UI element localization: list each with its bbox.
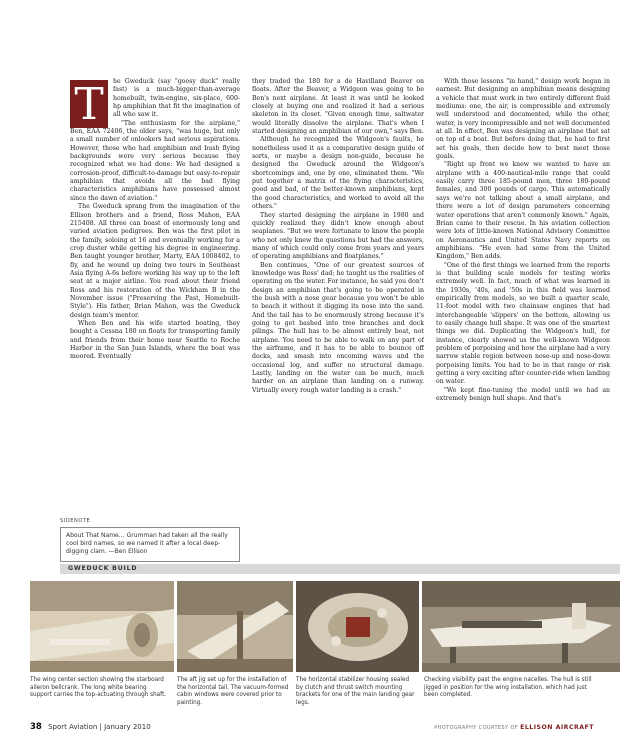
paragraph: "The enthusiasm for the airplane," Ben, EAA 72406, the older says, "was huge, but only a small number of onlookers had serious aspirations. However, those who had amphibian and bush flying backgrounds were very serious because they recognized what we had done: We had designed a corrosion-proof, difficult-to-damage but easy-to-repair amphibian that avoids all the bad flying characteristics amphibians have possessed almost since the dawn of aviation." [70, 119, 240, 202]
photo-caption: Checking visibility past the engine nacelles. The hull is still jigged in position for the wing installation, which had just been completed. [424, 677, 592, 699]
photo-caption: The wing center section showing the starboard aileron bellcrank. The long white bearing support carries the top-actuating through shaft. [30, 677, 167, 699]
photo-hull-visibility [422, 581, 620, 672]
paragraph: "One of the first things we learned from the reports is that building scale models for testing works extremely well. In fact, much of what was learned in the 1930s, '40s, and '50s in this field was learned empirically from models, so we built a quarter scale, 11-foot model with two chainsaw engines that had interchangeable 'slippers' on the bottom, allowing us to easily change hull shape. It was one of the smartest things we did. Duplicating the Widgeon's hull, for instance, clearly showed us the well-known Widgeon problem of porpoising and how the airplane had a very narrow stable region between nose-up and nose-down porpoising limits. You had to be in that range or risk getting a very exciting after counter-ride when landing on water. [436, 261, 610, 386]
photo-wing-center-section [30, 581, 174, 672]
paragraph: Although he recognized the Widgeon's faults, he nonetheless used it as a comparative design guide of sorts, or maybe a design non-guide, because he designed the Gweduck around the Widgeon's shortcomings and, one by one, eliminated them. "We put together a matrix of the flying characteristics, good and bad, of the better-known amphibians, kept the good characteristics, and worked to avoid all the others." [252, 136, 424, 211]
gallery-band [60, 564, 620, 574]
paragraph: "Right up front we knew we wanted to have an airplane with a 400-nautical-mile range that could easily carry three 185-pound men, three 180-pound females, and 300 pounds of cargo. This automatically says we're not talking about a small airplane, and there were a lot of design parameters concerning water operations that aren't commonly known." Again, Brian came to their rescue. In his aviation collection were lots of little-known National Advisory Committee on Aeronautics and United States Navy reports on amphibians. "He even had some from the United Kingdom," Ben adds. [436, 161, 610, 261]
paragraph: When Ben and his wife started boating, they bought a Cessna 180 on floats for transporting family and friends from their home near Seattle to Roche Harbor in the San Juan Islands, where the boat was moored. Eventually [70, 319, 240, 361]
article-column-3 [436, 78, 610, 566]
photo-caption: The aft jig set up for the installation of the horizontal tail. The vacuum-formed cabin windows were covered prior to painting. [177, 677, 289, 706]
gallery-title: GWEDUCK BUILD [68, 565, 138, 572]
paragraph: Ben continues, "One of our greatest sources of knowledge was Ross' dad; he taught us the realities of operating on the water. For instance, he said you don't design an amphibian that's going to be operated in the bush with a nose gear because you won't be able to beach it without it digging its nose into the sand. And the tail has to be enormously strong because it's going to get bashed into tree branches and dock pilings. The hull has to be almost entirely boat, not airplane. You need to be able to walk on any part of the airframe, and it has to be able to bounce off docks, and smash into oncoming waves and the occasional log, and suffer no structural damage. Lastly, landing on the water can be much, much harder on an airplane than landing on a runway. Virtually every rough water landing is a crash." [252, 261, 424, 394]
photo-credit [434, 724, 594, 736]
article-opening [70, 78, 240, 130]
page-number: 38 [30, 722, 42, 732]
page-folio [30, 722, 151, 734]
sidenote-text: About That Name… Grumman had taken all the really cool bird names, so we named it after a local deep-digging clam. —Ben Ellison [60, 527, 240, 562]
publication-name: Sport Aviation [48, 723, 98, 731]
credit-text: PHOTOGRAPHY COURTESY OF [434, 725, 519, 731]
footer-separator: | [99, 723, 105, 731]
paragraph: The Gweduck sprang from the imagination of the Ellison brothers and a friend, Ross Mahon, EAA 215408. All three can boast of enormously long and varied aviation pedigrees. Ben was the first pilot in the family, soloing at 16 and eventually working for a crop duster while getting his degree in engineering. Ben taught younger brother, Marty, EAA 1008402, to fly, and he wound up doing two tours in Southeast Asia flying A-6s before working his way up to the left seat at a major airline. You read about their friend Ross and his restoration of the Wickham B in the November issue ("Preserving the Past, Homebuilt-Style"). His father, Brian Mahon, was the Gweduck design team's mentor. [70, 203, 240, 319]
article-column-2 [252, 78, 424, 566]
paragraph: they traded the 180 for a de Havilland Beaver on floats. After the Beaver, a Widgeon was going to be Ben's next airplane. At least it was until he looked closely at buying one and realized it had a serious skeleton in its closet. "Given enough time, saltwater would literally dissolve the airplane. That's when I started designing an amphibian of our own," says Ben. [252, 78, 424, 136]
paragraph: With those lessons "in hand," design work began in earnest. But designing an amphibian means designing a vehicle that must work in two entirely different fluid mediums: one, the air, is compressible and extremely well understood and documented, while the other, water, is very incompressible and not well documented at all. In effect, Ben was designing an airplane that sat on top of a boat. But before doing that, he had to first set his goals, then decide how to best meet those goals. [436, 78, 610, 161]
drop-cap: T [70, 80, 108, 128]
sidenote [60, 518, 240, 562]
paragraph: he Gweduck (say "goosy duck" really fast) is a much-bigger-than-average homebuilt, twin-engine, six-place, 600-hp amphibian that fit the imagination of all who saw it. [113, 78, 240, 119]
article-column-1 [70, 78, 240, 508]
sidenote-label: SIDENOTE [60, 518, 91, 524]
credit-name: ELLISON AIRCRAFT [520, 724, 594, 731]
paragraph: They started designing the airplane in 1980 and quickly realized they didn't know enough about seaplanes. "But we were fortunate to know the people who not only knew the questions but had the answers, many of which could only come from years and years of operating amphibians and floatplanes." [252, 211, 424, 261]
photo-stabilizer-housing [296, 581, 419, 672]
photo-caption: The horizontal stabilizer housing sealed by clutch and thrust switch mounting brackets for one of the main landing gear legs. [296, 677, 415, 706]
issue-date: January 2010 [104, 723, 151, 731]
photo-aft-jig [177, 581, 293, 672]
paragraph: "We kept fine-tuning the model until we had an extremely benign hull shape. And that's [436, 386, 610, 403]
